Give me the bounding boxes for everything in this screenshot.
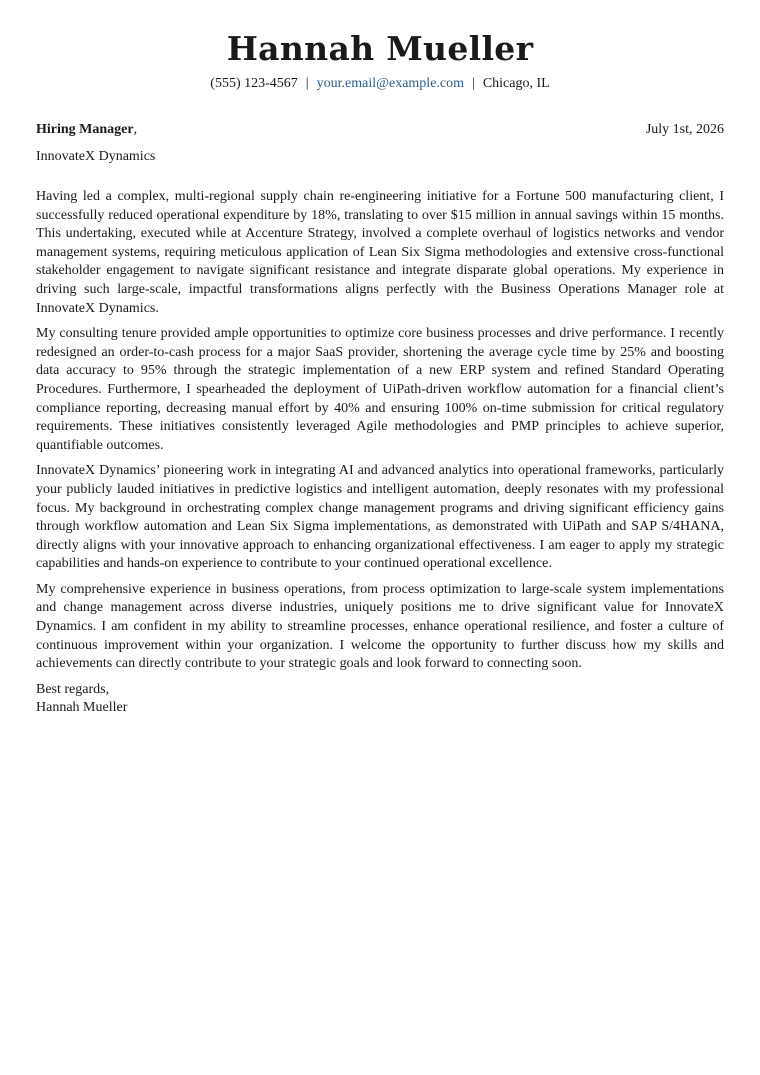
recipient-date-row <box>36 121 724 139</box>
body-paragraph: InnovateX Dynamics’ pioneering work in integrating AI and advanced analytics into operational frameworks, particularly your publicly lauded initiatives in predictive logistics and intelligent automation, deeply resonates with my professional focus. My background in orchestrating complex change management programs and driving significant efficiency gains through workflow automation and Lean Six Sigma implementations, as demonstrated with UiPath and SAP S/4HANA, directly aligns with your innovative approach to enhancing organizational effectiveness. I am eager to apply my strategic capabilities and hands-on experience to contribute to your continued operational excellence. <box>36 463 724 572</box>
body-paragraph: My consulting tenure provided ample opportunities to optimize core business processes and drive performance. I recently redesigned an order-to-cash process for a major SaaS provider, shortening the average cycle time by 25% and boosting data accuracy to 95% through the strategic implementation of a new ERP system and refined Standard Operating Procedures. Furthermore, I spearheaded the deployment of UiPath-driven workflow automation for a financial client’s compliance reporting, decreasing manual effort by 40% and ensuring 100% on-time submission for critical regulatory requirements. These initiatives consistently leveraged Agile methodologies and PMP principles to achieve superior, quantifiable outcomes. <box>36 326 724 453</box>
body-paragraph: Having led a complex, multi-regional supply chain re-engineering initiative for a Fortune 500 manufacturing client, I successfully reduced operational expenditure by 18%, translating to over $15 million in annual savings within 15 months. This undertaking, executed while at Accenture Strategy, involved a complete overhaul of logistics networks and vendor management systems, requiring meticulous application of Lean Six Sigma methodologies and extensive cross-functional stakeholder engagement to navigate significant resistance and integrate disparate global operations. My experience in driving such large-scale, impactful transformations aligns perfectly with the Business Operations Manager role at InnovateX Dynamics. <box>36 189 724 316</box>
location: Chicago, IL <box>482 76 550 91</box>
recipient-company: InnovateX Dynamics <box>36 149 156 164</box>
contact-line <box>36 75 724 93</box>
letter-date: July 1st, 2026 <box>645 122 724 137</box>
signature-name: Hannah Mueller <box>36 700 128 716</box>
contact-separator: | <box>305 76 309 91</box>
letter-body <box>36 188 724 674</box>
letter-header <box>36 30 724 93</box>
recipient-name: Hiring Manager <box>36 122 134 137</box>
contact-separator: | <box>472 76 475 91</box>
salutation <box>36 121 137 139</box>
email-link[interactable]: your.email@example.com <box>316 76 465 91</box>
phone-number: (555) 123-4567 <box>210 76 298 91</box>
recipient-suffix: , <box>133 122 138 137</box>
applicant-name: Hannah Mueller <box>226 29 534 68</box>
letter-closing <box>36 681 724 718</box>
closing-phrase: Best regards, <box>36 681 110 697</box>
body-paragraph: My comprehensive experience in business operations, from process optimization to large-scale system implementations and change management across diverse industries, uniquely positions me to drive significant value for InnovateX Dynamics. I am confident in my ability to streamline processes, enhance operational resilience, and foster a culture of continuous improvement within your organization. I welcome the opportunity to further discuss how my skills and achievements can directly contribute to your strategic goals and look forward to connecting soon. <box>36 581 724 672</box>
